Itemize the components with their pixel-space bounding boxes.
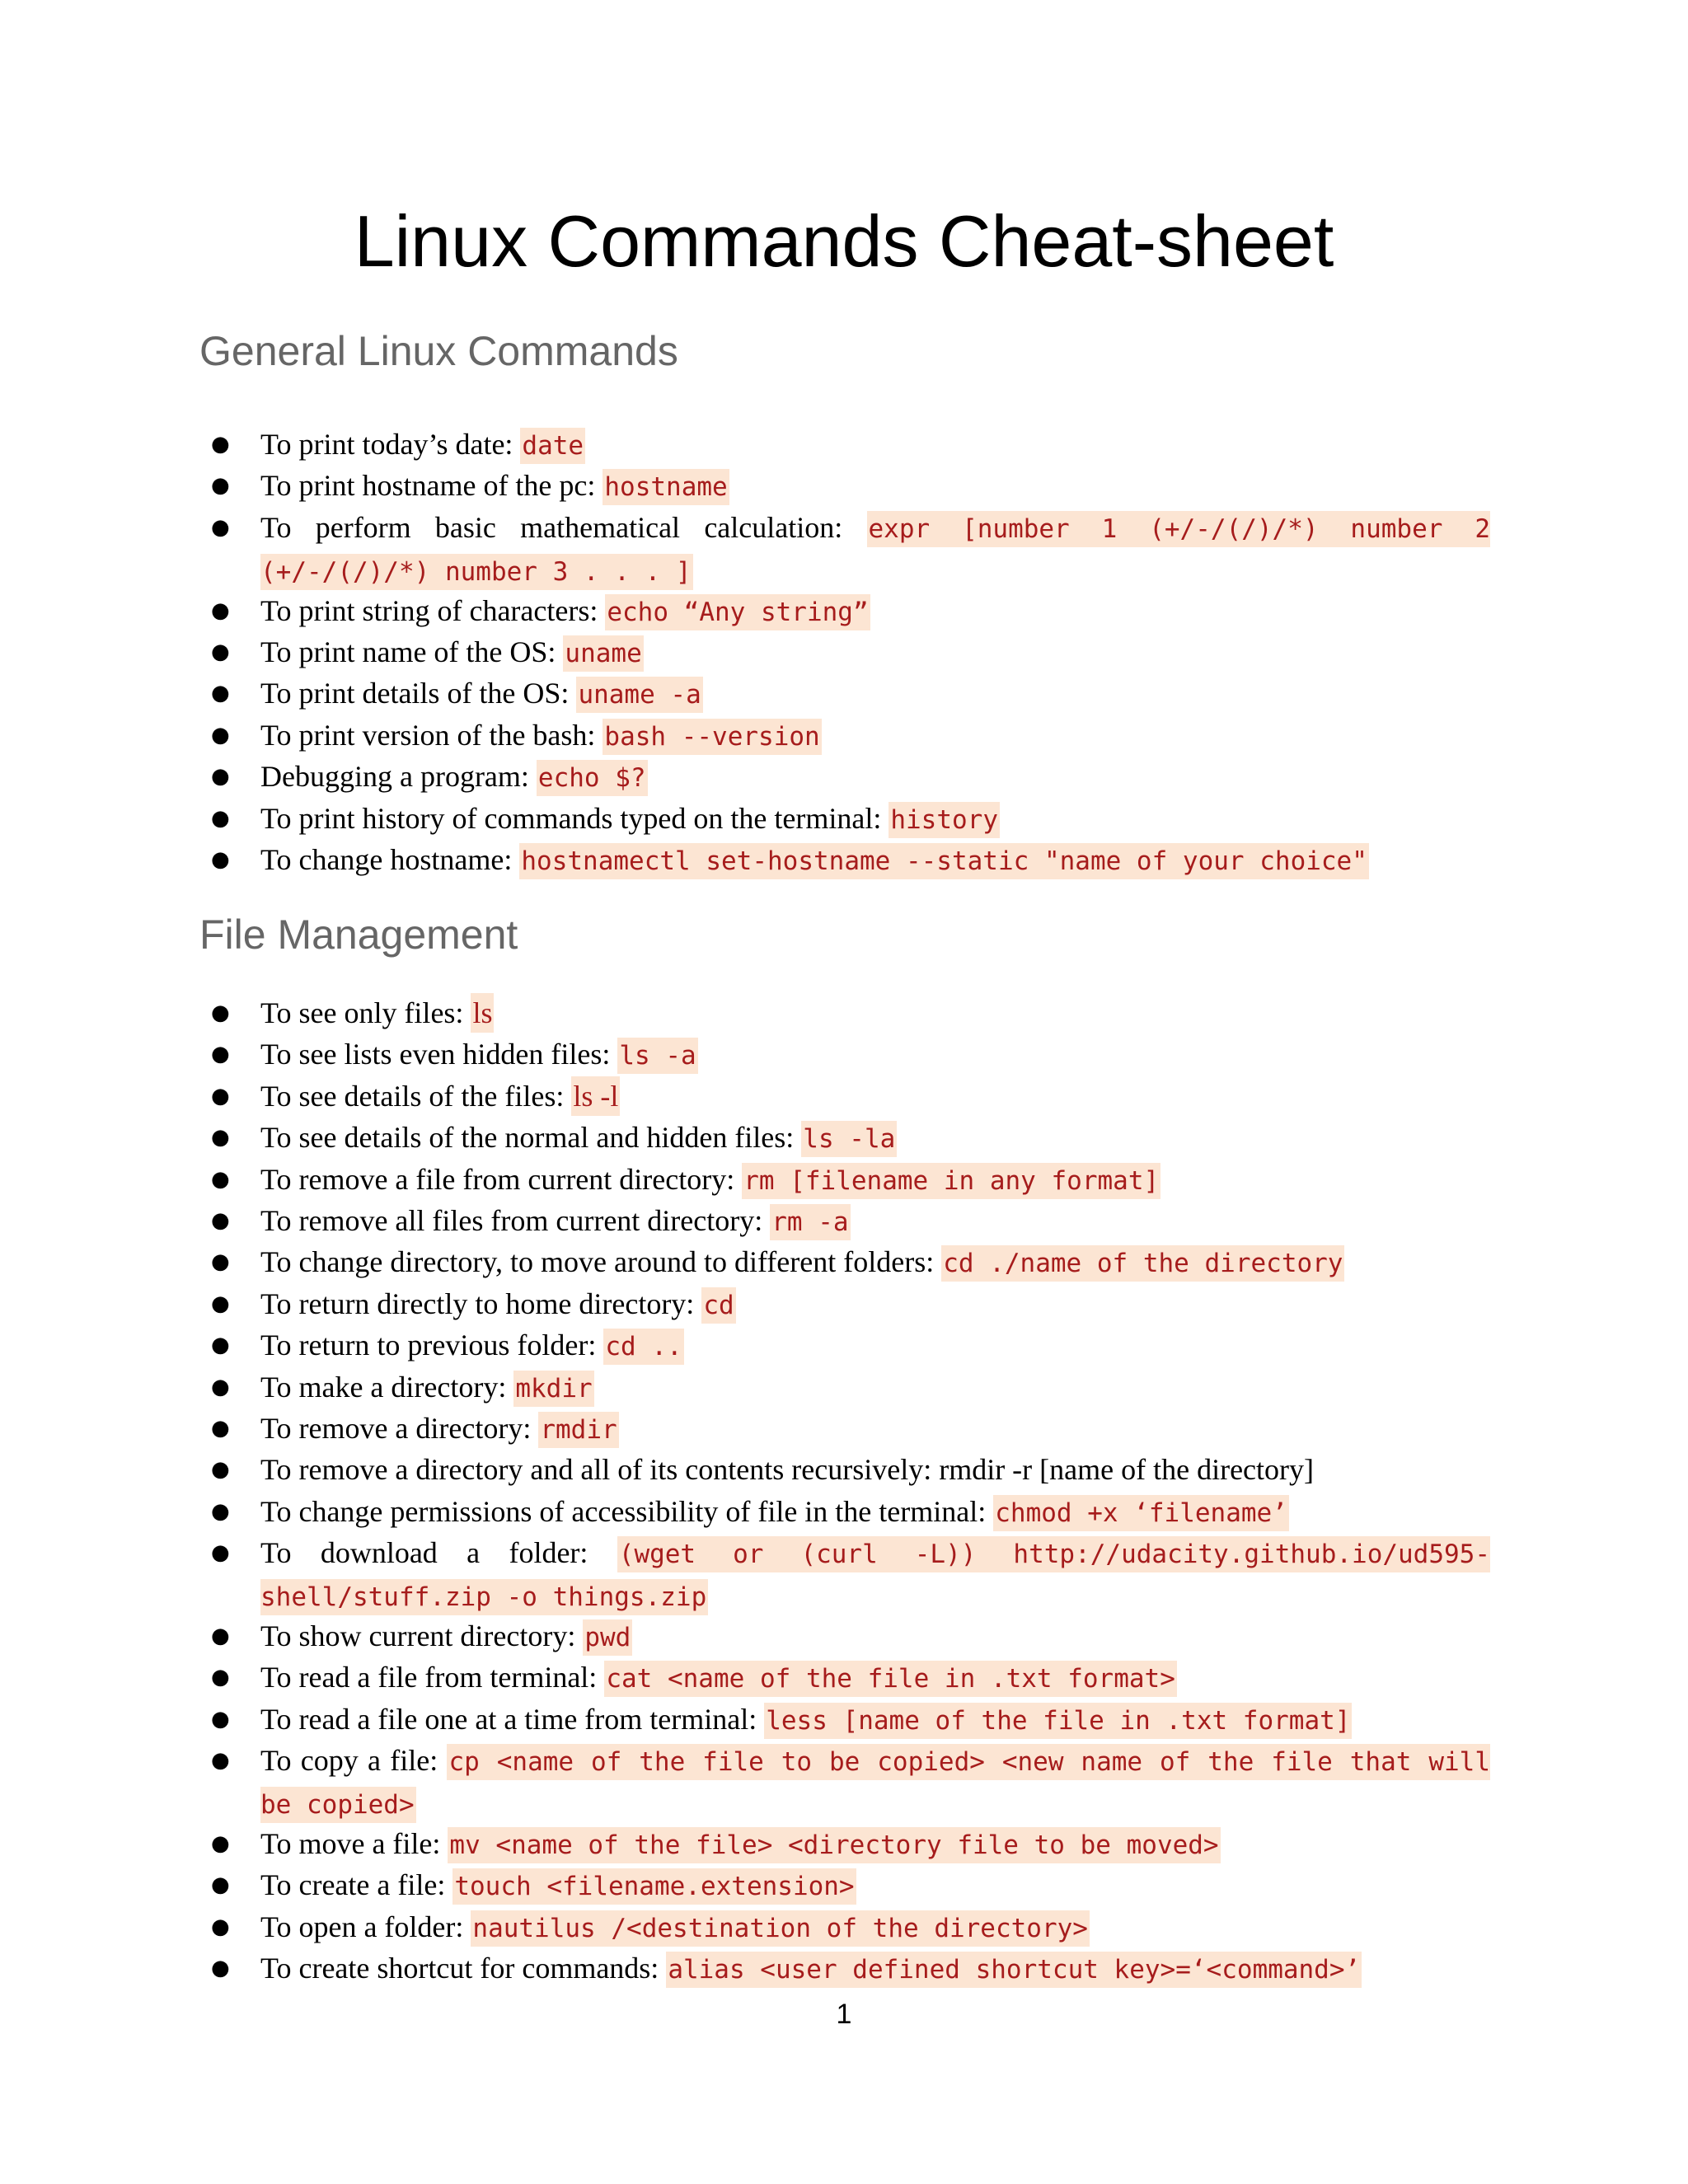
command-code: rm [filename in any format] [742, 1163, 1160, 1199]
list-item: ● To make a directory: mkdir [0, 1366, 1688, 1408]
page-number: 1 [836, 1999, 852, 2030]
bullet-icon: ● [211, 1207, 230, 1233]
list-item: ● To remove all files from current directory: rm -a [0, 1200, 1688, 1241]
command-code: alias <user defined shortcut key>=‘<command>’ [666, 1952, 1362, 1988]
bullet-icon: ● [211, 1415, 230, 1441]
list-item: ● To see details of the files: ls -l [0, 1076, 1688, 1117]
list-item: ● To open a folder: nautilus /<destination of the directory> [0, 1906, 1688, 1947]
command-code: rmdir [538, 1412, 618, 1448]
list-item: ● To remove a directory: rmdir [0, 1408, 1688, 1449]
command-code: mkdir [513, 1371, 593, 1407]
bullet-icon: ● [211, 1706, 230, 1732]
list-item: ● To see lists even hidden files: ls -a [0, 1033, 1688, 1075]
bullet-icon: ● [211, 1001, 230, 1025]
bullet-icon: ● [211, 1166, 230, 1192]
list-item: ● To show current directory: pwd [0, 1615, 1688, 1657]
command-code: hostname [603, 469, 729, 505]
bullet-icon: ● [211, 1333, 230, 1358]
command-code: hostnamectl set-hostname --static "name of your choice" [519, 843, 1369, 879]
command-code: nautilus /<destination of the directory> [471, 1910, 1090, 1947]
bullet-icon: ● [211, 639, 230, 664]
command-code: pwd [583, 1619, 632, 1656]
bullet-icon: ● [211, 1914, 230, 1939]
bullet-icon: ● [211, 1291, 230, 1316]
bullet-icon: ● [211, 1083, 230, 1108]
command-code: (wget or (curl -L)) http://udacity.github.io/ud595-shell/stuff.zip -o things.zip [260, 1536, 1490, 1615]
command-code: echo “Any string” [605, 594, 870, 630]
section-heading-files: File Management [199, 912, 518, 958]
bullet-icon: ● [211, 1042, 230, 1067]
bullet-icon: ● [211, 1665, 230, 1690]
command-code: bash --version [603, 719, 821, 755]
command-code: cd [701, 1287, 735, 1324]
list-item: ● To remove a file from current directory: rm [filename in any format] [0, 1159, 1688, 1200]
bullet-icon: ● [211, 1623, 230, 1648]
bullet-icon: ● [211, 1540, 230, 1566]
bullet-icon: ● [211, 1125, 230, 1151]
list-item: ● To remove a directory and all of its contents recursively: rmdir -r [name of the directory] [0, 1449, 1688, 1490]
command-code: ls -a [617, 1038, 697, 1074]
list-item: ● To return to previous folder: cd .. [0, 1324, 1688, 1366]
bullet-icon: ● [211, 764, 230, 790]
page-title: Linux Commands Cheat-sheet [354, 200, 1334, 282]
bullet-icon: ● [211, 1457, 230, 1483]
bullet-icon: ● [211, 681, 230, 706]
command-code: cp <name of the file to be copied> <new name of the file that will be copied> [260, 1744, 1490, 1823]
command-code: less [name of the file in .txt format] [764, 1703, 1352, 1739]
list-item: ● To change directory, to move around to different folders: cd ./name of the directory [0, 1241, 1688, 1282]
list-item: ● To print string of characters: echo “Any string” [0, 590, 1688, 631]
section-heading-general: General Linux Commands [199, 328, 678, 374]
command-code: cd .. [603, 1329, 683, 1365]
command-code: ls -l [571, 1076, 620, 1116]
bullet-icon: ● [211, 1498, 230, 1524]
list-item: ● To change permissions of accessibility of file in the terminal: chmod +x ‘filename’ [0, 1491, 1688, 1532]
list-item: ● To see only files: ls [0, 992, 1688, 1033]
list-item: ● To change hostname: hostnamectl set-hostname --static "name of your choice" [0, 839, 1688, 880]
bullet-icon: ● [211, 1374, 230, 1399]
bullet-icon: ● [211, 598, 230, 623]
bullet-icon: ● [211, 1249, 230, 1275]
list-item: ● To print version of the bash: bash --version [0, 715, 1688, 756]
list-item: ● To perform basic mathematical calculation: expr [number 1 (+/-/(/)/*) number 2 (+/-/(/)/*) number 3 . . . ] [0, 507, 1688, 590]
list-item: ● Debugging a program: echo $? [0, 756, 1688, 797]
bullet-icon: ● [211, 805, 230, 831]
command-code: date [520, 428, 585, 464]
general-commands-list [0, 424, 1688, 880]
list-item: ● To print hostname of the pc: hostname [0, 465, 1688, 506]
bullet-icon: ● [211, 432, 230, 457]
command-code: uname -a [576, 677, 702, 713]
bullet-icon: ● [211, 846, 230, 872]
command-code: rm -a [770, 1204, 850, 1240]
bullet-icon: ● [211, 1872, 230, 1898]
list-item: ● To print history of commands typed on the terminal: history [0, 798, 1688, 839]
file-management-list [0, 992, 1688, 1989]
command-code: cd ./name of the directory [941, 1245, 1344, 1282]
command-code: touch <filename.extension> [452, 1868, 856, 1905]
command-code: echo $? [537, 760, 648, 796]
bullet-icon: ● [211, 1830, 230, 1856]
command-code: history [889, 802, 1000, 838]
bullet-icon: ● [211, 473, 230, 499]
bullet-icon: ● [211, 722, 230, 748]
list-item: ● To print details of the OS: uname -a [0, 673, 1688, 714]
list-item: ● To print name of the OS: uname [0, 631, 1688, 673]
command-code: chmod +x ‘filename’ [993, 1495, 1289, 1531]
bullet-icon: ● [211, 1956, 230, 1981]
list-item: ● To see details of the normal and hidden files: ls -la [0, 1117, 1688, 1158]
list-item: ● To print today’s date: date [0, 424, 1688, 465]
list-item: ● To move a file: mv <name of the file> <directory file to be moved> [0, 1823, 1688, 1864]
list-item: ● To read a file from terminal: cat <name of the file in .txt format> [0, 1657, 1688, 1698]
command-code: ls -la [801, 1121, 897, 1157]
list-item: ● To read a file one at a time from terminal: less [name of the file in .txt format] [0, 1699, 1688, 1740]
command-code: ls [471, 993, 494, 1033]
command-code: mv <name of the file> <directory file to be moved> [448, 1827, 1220, 1863]
bullet-icon: ● [211, 1748, 230, 1774]
list-item: ● To create a file: touch <filename.extension> [0, 1864, 1688, 1905]
command-code: cat <name of the file in .txt format> [604, 1661, 1177, 1697]
list-item: ● To return directly to home directory: cd [0, 1283, 1688, 1324]
command-code: uname [563, 635, 643, 672]
list-item: ● To download a folder: (wget or (curl -L)) http://udacity.github.io/ud595-shell/stuff.zip -o things.zip [0, 1532, 1688, 1615]
command-code: expr [number 1 (+/-/(/)/*) number 2 (+/-/(/)/*) number 3 . . . ] [260, 511, 1490, 590]
bullet-icon: ● [211, 514, 230, 540]
list-item: ● To copy a file: cp <name of the file to be copied> <new name of the file that will be copied> [0, 1740, 1688, 1823]
list-item: ● To create shortcut for commands: alias <user defined shortcut key>=‘<command>’ [0, 1947, 1688, 1989]
